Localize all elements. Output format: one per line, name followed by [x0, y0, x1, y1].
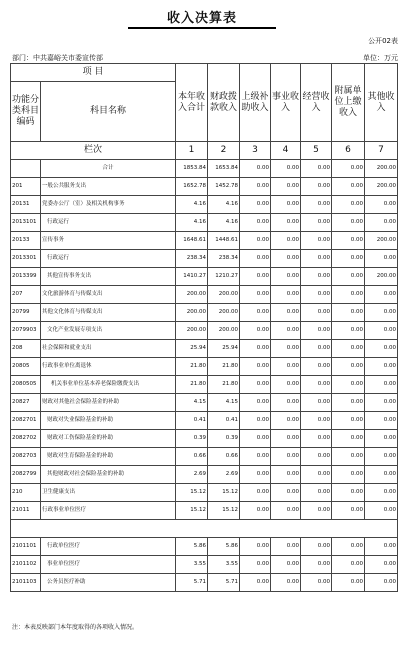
row-value: 0.00	[301, 466, 332, 484]
table-row	[11, 484, 398, 502]
row-value: 0.00	[240, 286, 271, 304]
row-value: 15.12	[176, 502, 208, 520]
row-value: 0.00	[271, 304, 301, 322]
row-code: 208	[11, 340, 41, 358]
col-number: 1	[176, 142, 208, 160]
row-value: 0.00	[332, 574, 365, 592]
row-value: 0.00	[365, 412, 398, 430]
row-code: 210	[11, 484, 41, 502]
row-value: 15.12	[208, 484, 240, 502]
row-name: 宣传事务	[41, 232, 176, 250]
table-row	[11, 394, 398, 412]
header-gongneng: 功能分类科目编码	[11, 82, 41, 142]
row-name: 行政运行	[41, 214, 176, 232]
row-value: 1648.61	[176, 232, 208, 250]
row-name: 财政对工伤保险基金的补助	[41, 430, 176, 448]
col-number: 2	[208, 142, 240, 160]
row-value: 0.00	[271, 538, 301, 556]
header-col-7: 其他收入	[365, 64, 398, 142]
row-value: 0.00	[271, 250, 301, 268]
row-value: 0.00	[332, 556, 365, 574]
row-name: 社会保障和就业支出	[41, 340, 176, 358]
row-name: 事业单位医疗	[41, 556, 176, 574]
row-value: 15.12	[176, 484, 208, 502]
table-row	[11, 358, 398, 376]
row-value: 200.00	[176, 322, 208, 340]
row-value: 1452.78	[208, 178, 240, 196]
row-value: 0.00	[240, 178, 271, 196]
row-code: 20133	[11, 232, 41, 250]
row-value: 0.00	[271, 574, 301, 592]
row-name: 机关事业单位基本养老保险缴费支出	[41, 376, 176, 394]
col-number: 7	[365, 142, 398, 160]
row-value: 238.34	[176, 250, 208, 268]
row-value: 200.00	[365, 232, 398, 250]
row-value: 25.94	[208, 340, 240, 358]
row-value: 0.00	[301, 232, 332, 250]
row-value: 0.00	[271, 484, 301, 502]
row-value: 3.55	[208, 556, 240, 574]
row-value: 0.00	[240, 448, 271, 466]
row-name: 财政对失业保险基金的补助	[41, 412, 176, 430]
row-value: 200.00	[208, 304, 240, 322]
row-code: 2101102	[11, 556, 41, 574]
row-value: 0.00	[240, 574, 271, 592]
row-value: 0.00	[240, 556, 271, 574]
row-value: 0.00	[332, 376, 365, 394]
row-value: 0.41	[176, 412, 208, 430]
row-value: 0.00	[240, 214, 271, 232]
row-value: 0.00	[365, 322, 398, 340]
row-name: 卫生健康支出	[41, 484, 176, 502]
row-code: 20805	[11, 358, 41, 376]
table-row	[11, 214, 398, 232]
row-value: 0.00	[301, 268, 332, 286]
row-value: 0.00	[332, 502, 365, 520]
row-value: 15.12	[208, 502, 240, 520]
row-value: 21.80	[176, 376, 208, 394]
table-row	[11, 448, 398, 466]
row-value: 0.00	[271, 178, 301, 196]
row-value: 0.00	[332, 268, 365, 286]
row-value: 200.00	[208, 286, 240, 304]
row-value: 0.00	[332, 178, 365, 196]
row-value: 0.00	[240, 430, 271, 448]
row-value: 0.00	[240, 322, 271, 340]
header-kemu: 科目名称	[41, 82, 176, 142]
row-value: 1210.27	[208, 268, 240, 286]
row-value: 0.00	[271, 322, 301, 340]
row-value: 1448.61	[208, 232, 240, 250]
income-table	[10, 63, 398, 592]
row-value: 21.80	[208, 376, 240, 394]
row-value: 4.16	[208, 214, 240, 232]
row-name: 行政运行	[41, 250, 176, 268]
row-value: 0.00	[271, 268, 301, 286]
row-code: 2101103	[11, 574, 41, 592]
row-value: 0.39	[208, 430, 240, 448]
row-value: 0.00	[332, 286, 365, 304]
row-value: 238.34	[208, 250, 240, 268]
row-value: 0.00	[301, 178, 332, 196]
row-value: 0.00	[365, 502, 398, 520]
row-value: 0.00	[240, 268, 271, 286]
row-value: 0.00	[271, 196, 301, 214]
row-value: 3.55	[176, 556, 208, 574]
row-name: 其他文化体育与传媒支出	[41, 304, 176, 322]
row-value: 0.00	[271, 394, 301, 412]
row-value: 0.00	[271, 358, 301, 376]
row-value: 0.00	[365, 358, 398, 376]
row-value: 0.00	[271, 448, 301, 466]
row-value: 0.00	[240, 196, 271, 214]
row-value: 0.00	[301, 430, 332, 448]
row-value: 0.00	[271, 466, 301, 484]
row-value: 25.94	[176, 340, 208, 358]
row-value: 0.00	[301, 250, 332, 268]
row-value: 0.00	[301, 394, 332, 412]
row-value: 0.00	[271, 160, 301, 178]
row-value: 0.00	[332, 538, 365, 556]
row-value: 200.00	[208, 322, 240, 340]
table-row	[11, 412, 398, 430]
row-code: 2080505	[11, 376, 41, 394]
col-number: 5	[301, 142, 332, 160]
row-value: 1853.84	[176, 160, 208, 178]
row-value: 0.00	[332, 340, 365, 358]
row-name: 行政单位医疗	[41, 538, 176, 556]
table-row	[11, 574, 398, 592]
row-code: 2082701	[11, 412, 41, 430]
row-value: 0.00	[365, 430, 398, 448]
row-value: 4.16	[208, 196, 240, 214]
table-row	[11, 538, 398, 556]
row-name: 财政对生育保险基金的补助	[41, 448, 176, 466]
header-col-4: 事业收入	[271, 64, 301, 142]
row-value: 4.15	[208, 394, 240, 412]
row-value: 0.00	[240, 484, 271, 502]
col-number: 6	[332, 142, 365, 160]
row-value: 0.00	[301, 358, 332, 376]
header-col-1: 本年收入合计	[176, 64, 208, 142]
row-value: 0.00	[332, 448, 365, 466]
row-value: 0.00	[271, 502, 301, 520]
row-value: 0.00	[240, 250, 271, 268]
table-gap	[11, 520, 398, 538]
row-value: 0.00	[240, 358, 271, 376]
row-value: 0.00	[301, 556, 332, 574]
row-value: 0.00	[240, 304, 271, 322]
row-value: 0.00	[332, 160, 365, 178]
row-value: 200.00	[365, 268, 398, 286]
row-value: 4.16	[176, 214, 208, 232]
row-value: 5.71	[176, 574, 208, 592]
row-value: 0.00	[332, 484, 365, 502]
table-row	[11, 268, 398, 286]
row-value: 21.80	[208, 358, 240, 376]
row-code: 20799	[11, 304, 41, 322]
row-value: 0.00	[365, 448, 398, 466]
header-col-6: 附属单位上缴收入	[332, 64, 365, 142]
row-name: 其他宣传事务支出	[41, 268, 176, 286]
row-name: 党委办公厅（室）及相关机构事务	[41, 196, 176, 214]
table-row	[11, 232, 398, 250]
row-value: 0.00	[271, 430, 301, 448]
row-value: 0.00	[240, 394, 271, 412]
row-value: 0.00	[365, 196, 398, 214]
row-value: 0.00	[301, 412, 332, 430]
row-value: 0.00	[365, 250, 398, 268]
row-value: 0.00	[301, 214, 332, 232]
row-value: 0.00	[240, 232, 271, 250]
row-value: 0.00	[301, 322, 332, 340]
row-value: 0.00	[365, 574, 398, 592]
header-col-2: 财政拨款收入	[208, 64, 240, 142]
row-value: 5.86	[176, 538, 208, 556]
row-code: 2082702	[11, 430, 41, 448]
row-value: 4.15	[176, 394, 208, 412]
row-value: 0.00	[332, 250, 365, 268]
row-value: 0.00	[332, 196, 365, 214]
row-value: 0.00	[301, 538, 332, 556]
row-value: 0.00	[240, 340, 271, 358]
row-code: 2013301	[11, 250, 41, 268]
row-name: 一般公共服务支出	[41, 178, 176, 196]
row-value: 0.00	[301, 160, 332, 178]
row-code: 21011	[11, 502, 41, 520]
row-code	[11, 160, 41, 178]
row-value: 0.00	[301, 484, 332, 502]
row-value: 0.00	[271, 412, 301, 430]
row-value: 2.69	[208, 466, 240, 484]
row-value: 0.00	[240, 502, 271, 520]
table-row	[11, 250, 398, 268]
row-value: 0.00	[332, 394, 365, 412]
table-row	[11, 340, 398, 358]
table-row	[11, 556, 398, 574]
row-value: 0.00	[240, 412, 271, 430]
row-value: 0.00	[365, 340, 398, 358]
table-row	[11, 376, 398, 394]
page-title: 收入决算表	[166, 11, 237, 26]
table-row	[11, 322, 398, 340]
table-row	[11, 196, 398, 214]
row-value: 5.86	[208, 538, 240, 556]
row-value: 1653.84	[208, 160, 240, 178]
row-value: 0.00	[365, 214, 398, 232]
row-value: 0.00	[271, 376, 301, 394]
row-value: 0.00	[332, 214, 365, 232]
row-code: 2079903	[11, 322, 41, 340]
row-value: 0.00	[365, 304, 398, 322]
row-code: 2101101	[11, 538, 41, 556]
row-value: 0.00	[271, 556, 301, 574]
row-code: 2082703	[11, 448, 41, 466]
row-value: 0.00	[332, 232, 365, 250]
row-value: 0.00	[271, 286, 301, 304]
row-value: 0.00	[332, 466, 365, 484]
row-value: 0.00	[271, 232, 301, 250]
row-value: 4.16	[176, 196, 208, 214]
row-value: 0.66	[208, 448, 240, 466]
row-name: 合计	[41, 160, 176, 178]
row-code: 20827	[11, 394, 41, 412]
row-code: 201	[11, 178, 41, 196]
row-value: 0.00	[365, 286, 398, 304]
row-value: 0.00	[332, 322, 365, 340]
table-row	[11, 430, 398, 448]
row-value: 0.00	[301, 376, 332, 394]
row-value: 0.66	[176, 448, 208, 466]
row-code: 20131	[11, 196, 41, 214]
row-value: 0.00	[271, 340, 301, 358]
row-value: 0.00	[240, 160, 271, 178]
row-name: 其他财政对社会保险基金的补助	[41, 466, 176, 484]
row-value: 0.00	[332, 358, 365, 376]
row-name: 行政事业单位医疗	[41, 502, 176, 520]
row-value: 0.00	[240, 538, 271, 556]
row-value: 0.00	[301, 286, 332, 304]
row-value: 0.00	[301, 340, 332, 358]
form-code: 公开02表	[368, 37, 398, 45]
row-name: 文化产业发展专项支出	[41, 322, 176, 340]
row-value: 0.00	[301, 196, 332, 214]
department-label: 部门：中共嘉峪关市委宣传部	[12, 54, 103, 62]
row-value: 0.00	[365, 538, 398, 556]
row-value: 200.00	[365, 178, 398, 196]
table-row	[11, 286, 398, 304]
row-value: 0.00	[365, 556, 398, 574]
row-value: 0.00	[301, 448, 332, 466]
row-value: 0.39	[176, 430, 208, 448]
table-row	[11, 466, 398, 484]
row-code: 207	[11, 286, 41, 304]
row-value: 0.00	[332, 304, 365, 322]
row-value: 2.69	[176, 466, 208, 484]
title-underline	[128, 27, 276, 29]
row-value: 0.00	[271, 214, 301, 232]
row-code: 2013101	[11, 214, 41, 232]
row-name: 行政事业单位离退休	[41, 358, 176, 376]
row-value: 0.00	[301, 502, 332, 520]
header-col-5: 经营收入	[301, 64, 332, 142]
header-col-3: 上级补助收入	[240, 64, 271, 142]
row-value: 0.00	[332, 430, 365, 448]
row-value: 0.00	[332, 412, 365, 430]
row-value: 1652.78	[176, 178, 208, 196]
row-value: 0.00	[365, 466, 398, 484]
row-value: 0.00	[240, 376, 271, 394]
row-value: 0.00	[365, 394, 398, 412]
header-lanci: 栏次	[11, 142, 176, 160]
row-value: 21.80	[176, 358, 208, 376]
row-value: 0.00	[365, 484, 398, 502]
row-code: 2082799	[11, 466, 41, 484]
table-row	[11, 502, 398, 520]
row-value: 200.00	[176, 286, 208, 304]
row-value: 200.00	[176, 304, 208, 322]
row-value: 5.71	[208, 574, 240, 592]
row-value: 0.00	[365, 376, 398, 394]
row-value: 0.00	[301, 574, 332, 592]
row-name: 财政对其他社会保险基金的补助	[41, 394, 176, 412]
footnote: 注：本表反映部门本年度取得的各项收入情况。	[12, 624, 139, 631]
table-row	[11, 304, 398, 322]
header-xiangmu: 项 目	[11, 64, 176, 82]
col-number: 3	[240, 142, 271, 160]
row-code: 2013399	[11, 268, 41, 286]
table-row	[11, 160, 398, 178]
row-value: 0.00	[240, 466, 271, 484]
row-value: 0.41	[208, 412, 240, 430]
col-number: 4	[271, 142, 301, 160]
row-name: 文化旅游体育与传媒支出	[41, 286, 176, 304]
table-row	[11, 178, 398, 196]
unit-label: 单位：万元	[363, 54, 398, 62]
row-value: 0.00	[301, 304, 332, 322]
row-value: 200.00	[365, 160, 398, 178]
row-name: 公务员医疗补助	[41, 574, 176, 592]
row-value: 1410.27	[176, 268, 208, 286]
